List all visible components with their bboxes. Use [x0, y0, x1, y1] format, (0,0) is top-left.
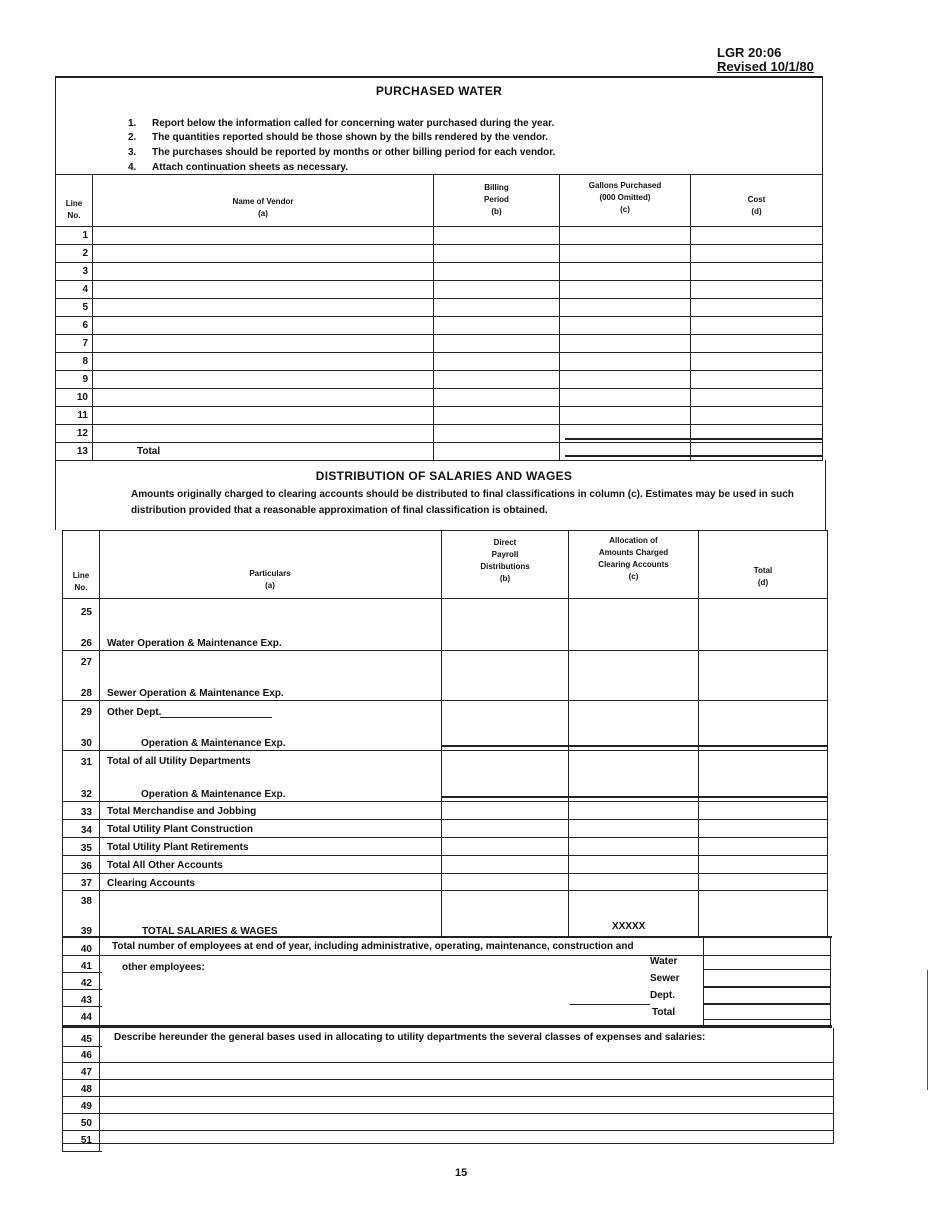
line-number: 6	[82, 320, 88, 331]
col-text: No.	[67, 211, 81, 220]
col-allocation	[569, 535, 698, 583]
line-number: 50	[80, 1118, 92, 1129]
salaries-title: DISTRIBUTION OF SALARIES AND WAGES	[315, 469, 573, 483]
col-gallons	[560, 180, 690, 216]
line-number: 4	[82, 284, 88, 295]
col-text: Clearing Accounts	[598, 560, 669, 569]
col-total	[699, 565, 827, 589]
line-number: 46	[80, 1050, 92, 1061]
col-text: Line	[65, 199, 83, 208]
label-other-dept: Other Dept.	[107, 707, 162, 718]
col-text: Allocation of	[609, 536, 658, 545]
instruction-num: 1.	[128, 118, 137, 129]
col-cost	[691, 194, 822, 218]
line-number: 10	[76, 392, 88, 403]
line-number: 45	[80, 1034, 92, 1045]
line-number: 39	[80, 926, 92, 937]
col-text: Amounts Charged	[598, 548, 669, 557]
instruction-text: The purchases should be reported by months or other billing period for each vendor.	[152, 147, 556, 158]
label-water-om: Water Operation & Maintenance Exp.	[107, 638, 282, 649]
col-text: No.	[74, 583, 88, 592]
label-water: Water	[650, 956, 678, 967]
line-number: 30	[80, 738, 92, 749]
col-text: Payroll	[491, 550, 519, 559]
line-number: 26	[80, 638, 92, 649]
col-particulars	[100, 568, 440, 592]
line-number: 47	[80, 1067, 92, 1078]
col-text: (b)	[499, 574, 511, 583]
label-merch: Total Merchandise and Jobbing	[107, 806, 257, 817]
label-total-util-om: Operation & Maintenance Exp.	[141, 789, 286, 800]
line-number: 28	[80, 688, 92, 699]
line-number: 44	[80, 1012, 92, 1023]
col-line-no	[57, 198, 91, 222]
line-number: 13	[76, 446, 88, 457]
col-text: Line	[72, 571, 90, 580]
label-plant-constr: Total Utility Plant Construction	[107, 824, 253, 835]
col-text: (c)	[620, 205, 630, 214]
page-number: 15	[455, 1167, 468, 1179]
line-number: 32	[80, 789, 92, 800]
col-line-no	[63, 570, 99, 594]
line-number: 40	[80, 944, 92, 955]
line-number: 37	[80, 878, 92, 889]
line-number: 36	[80, 861, 92, 872]
line-number: 2	[82, 248, 88, 259]
line-number: 8	[82, 356, 88, 367]
col-text: (a)	[258, 209, 268, 218]
instruction-text: Attach continuation sheets as necessary.	[152, 162, 348, 173]
instruction-num: 4.	[128, 162, 137, 173]
col-text: Particulars	[249, 569, 291, 578]
label-sewer: Sewer	[650, 973, 680, 984]
line-number: 33	[80, 807, 92, 818]
line-number: 3	[82, 266, 88, 277]
col-text: (a)	[265, 581, 275, 590]
line-number: 7	[82, 338, 88, 349]
label-describe: Describe hereunder the general bases used in allocating to utility departments the several classes of expenses and salaries:	[114, 1032, 706, 1043]
label-total-sw: TOTAL SALARIES & WAGES	[142, 926, 278, 937]
line-number: 12	[76, 428, 88, 439]
instruction-text: Report below the information called for concerning water purchased during the year.	[152, 118, 555, 129]
label-total-util: Total of all Utility Departments	[107, 756, 251, 767]
col-text: (d)	[757, 578, 769, 587]
label-sewer-om: Sewer Operation & Maintenance Exp.	[107, 688, 284, 699]
line-number: 38	[80, 896, 92, 907]
line-number: 27	[80, 657, 92, 668]
line-number: 25	[80, 607, 92, 618]
label-all-other: Total All Other Accounts	[107, 860, 223, 871]
col-text: Name of Vendor	[232, 197, 294, 206]
col-text: Gallons Purchased	[588, 181, 662, 190]
line-number: 11	[77, 410, 88, 421]
line-number: 5	[82, 302, 88, 313]
line-number: 43	[80, 995, 92, 1006]
col-text: (000 Omitted)	[599, 193, 651, 202]
col-text: Direct	[493, 538, 517, 547]
col-text: (c)	[628, 572, 639, 581]
salaries-intro-2: distribution provided that a reasonable approximation of final classification is obtained.	[131, 505, 548, 516]
col-text: Total	[753, 566, 773, 575]
label-other-om: Operation & Maintenance Exp.	[141, 738, 286, 749]
col-vendor	[93, 196, 433, 220]
line-number: 9	[82, 374, 88, 385]
col-text: Distributions	[480, 562, 530, 571]
purchased-water-title: PURCHASED WATER	[375, 84, 503, 98]
label-xxxxx: XXXXX	[612, 921, 646, 932]
col-text: Billing	[484, 183, 509, 192]
label-employees-2: other employees:	[122, 962, 205, 973]
line-number: 31	[80, 757, 92, 768]
line-number: 1	[82, 230, 88, 241]
line-number: 49	[80, 1101, 92, 1112]
label-clearing: Clearing Accounts	[107, 878, 195, 889]
line-number: 35	[80, 843, 92, 854]
line-number: 48	[80, 1084, 92, 1095]
line-number: 51	[80, 1135, 92, 1146]
line-number: 29	[80, 707, 92, 718]
col-text: (b)	[491, 207, 502, 216]
col-direct	[442, 537, 568, 585]
revised-date: Revised 10/1/80	[717, 59, 814, 74]
col-text: Cost	[747, 195, 766, 204]
instruction-num: 3.	[128, 147, 137, 158]
col-text: (d)	[751, 207, 762, 216]
total-label: Total	[137, 446, 161, 457]
form-id: LGR 20:06	[717, 45, 782, 60]
instruction-num: 2.	[128, 132, 137, 143]
col-billing	[434, 182, 559, 218]
label-total: Total	[652, 1007, 676, 1018]
line-number: 41	[80, 961, 92, 972]
salaries-intro-1: Amounts originally charged to clearing accounts should be distributed to final classifications in column (c). Estimates may be used in such	[131, 489, 794, 500]
instruction-text: The quantities reported should be those shown by the bills rendered by the vendor.	[152, 132, 549, 143]
line-number: 42	[80, 978, 92, 989]
line-number: 34	[80, 825, 92, 836]
label-dept: Dept.	[650, 990, 675, 1001]
label-employees-1: Total number of employees at end of year, including administrative, operating, maintenance, construction and	[112, 941, 634, 952]
col-text: Period	[484, 195, 509, 204]
label-plant-ret: Total Utility Plant Retirements	[107, 842, 249, 853]
